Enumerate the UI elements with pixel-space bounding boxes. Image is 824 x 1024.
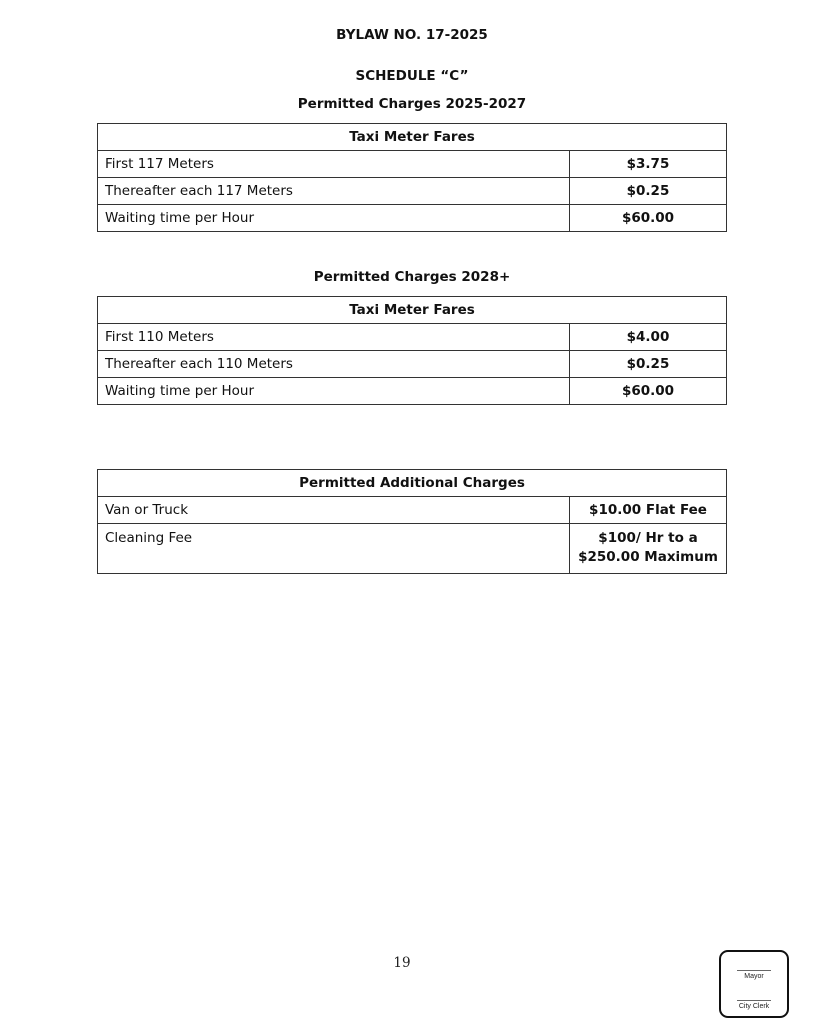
charge-value-line: $250.00 Maximum — [578, 549, 718, 565]
table-row — [98, 178, 727, 205]
fare-value-cell: $0.25 — [570, 178, 727, 205]
table-row — [98, 351, 727, 378]
fare-label-cell: Waiting time per Hour — [98, 378, 570, 405]
city-clerk-signature-line — [737, 1000, 771, 1001]
fare-value-cell: $60.00 — [570, 205, 727, 232]
charge-label-cell: Van or Truck — [98, 497, 570, 524]
table-row — [98, 497, 727, 524]
fare-label-cell: Thereafter each 117 Meters — [98, 178, 570, 205]
fare-value-cell: $4.00 — [570, 324, 727, 351]
table-header-cell: Taxi Meter Fares — [98, 124, 727, 151]
section-heading-2025-2027: Permitted Charges 2025-2027 — [297, 96, 527, 112]
taxi-meter-fares-table-2028-plus — [97, 296, 727, 405]
page-number: 19 — [393, 955, 411, 971]
city-clerk-label: City Clerk — [738, 1003, 770, 1010]
mayor-label: Mayor — [744, 973, 764, 980]
fare-value-cell: $0.25 — [570, 351, 727, 378]
fare-value-cell: $60.00 — [570, 378, 727, 405]
fare-value-cell: $3.75 — [570, 151, 727, 178]
table-header-cell: Permitted Additional Charges — [98, 470, 727, 497]
taxi-meter-fares-table-2025-2027 — [97, 123, 727, 232]
table-header-row — [98, 470, 727, 497]
charge-label-cell: Cleaning Fee — [98, 524, 570, 574]
fare-label-cell: Waiting time per Hour — [98, 205, 570, 232]
schedule-title: SCHEDULE “C” — [355, 68, 469, 84]
table-row — [98, 205, 727, 232]
signature-initials-box — [719, 950, 789, 1018]
charge-value-cell — [570, 524, 727, 574]
section-heading-2028-plus: Permitted Charges 2028+ — [313, 269, 511, 285]
fare-label-cell: First 117 Meters — [98, 151, 570, 178]
bylaw-title: BYLAW NO. 17-2025 — [336, 27, 488, 43]
table-row — [98, 378, 727, 405]
table-row — [98, 151, 727, 178]
table-header-row — [98, 297, 727, 324]
table-header-row — [98, 124, 727, 151]
fare-label-cell: Thereafter each 110 Meters — [98, 351, 570, 378]
table-row — [98, 324, 727, 351]
additional-charges-table — [97, 469, 727, 574]
charge-value-cell: $10.00 Flat Fee — [570, 497, 727, 524]
mayor-signature-line — [737, 970, 771, 971]
table-row — [98, 524, 727, 574]
table-header-cell: Taxi Meter Fares — [98, 297, 727, 324]
charge-value-line: $100/ Hr to a — [598, 530, 698, 546]
fare-label-cell: First 110 Meters — [98, 324, 570, 351]
